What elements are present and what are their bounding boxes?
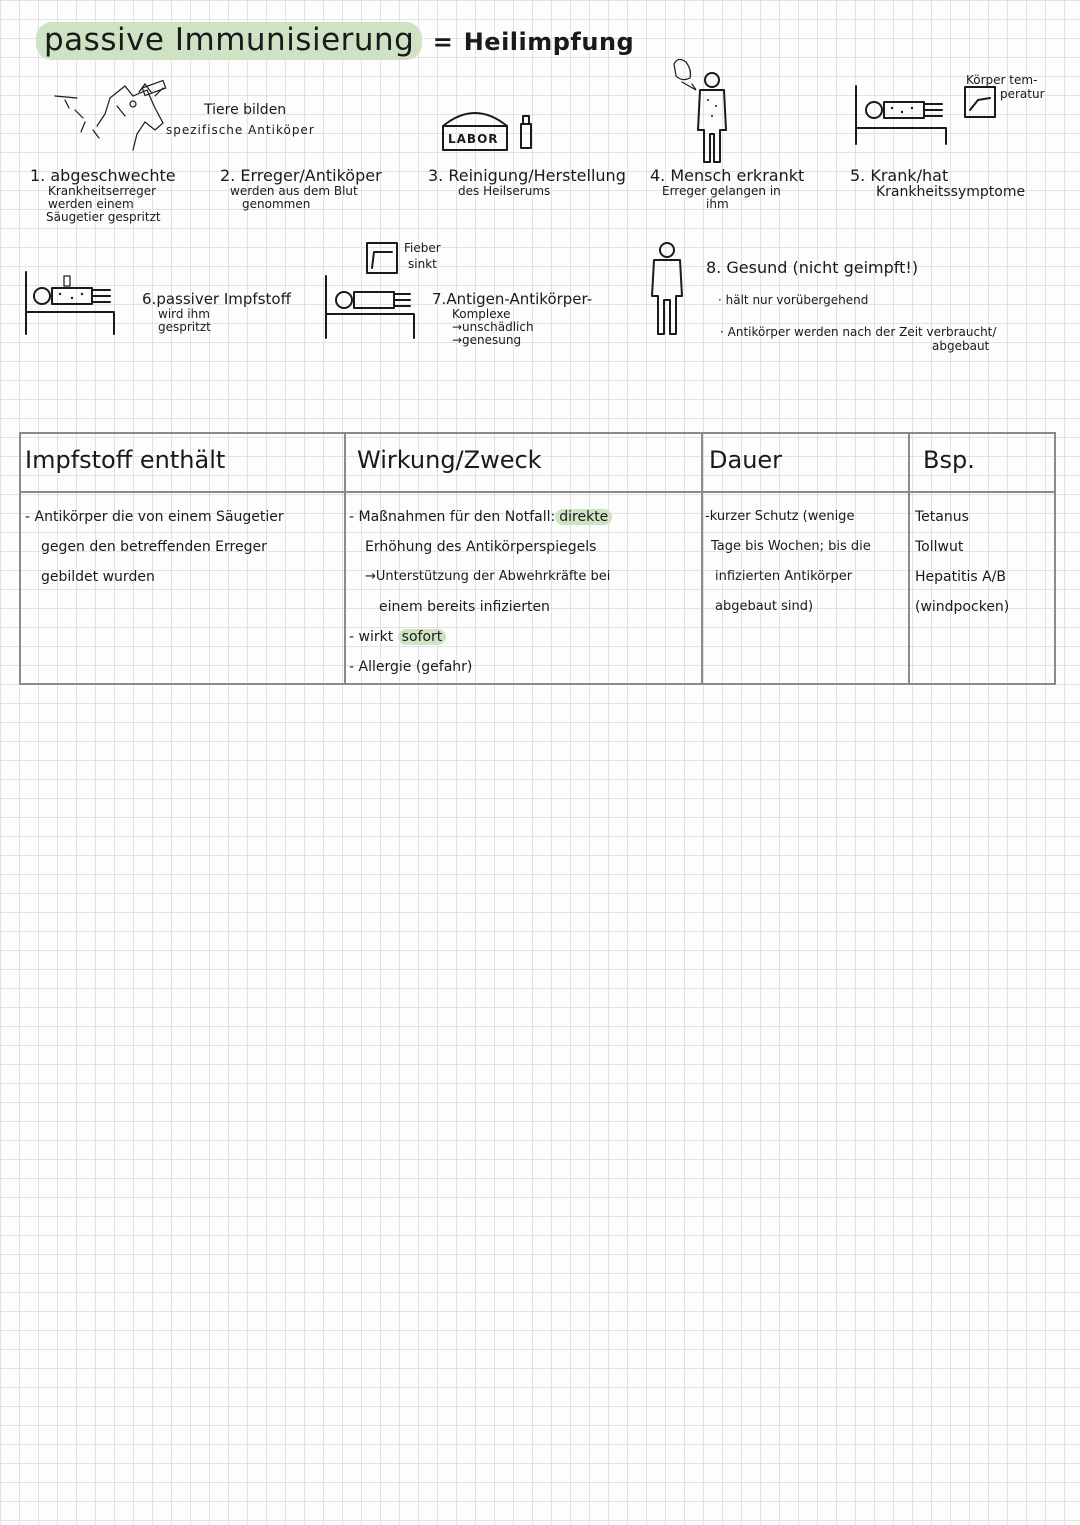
effect-line1-highlight: direkte [555, 509, 612, 525]
step-2-line1: werden aus dem Blut [230, 184, 358, 198]
bed-injection-icon [24, 272, 124, 338]
example-line1: Tetanus [915, 509, 969, 525]
step-2-line2: genommen [242, 197, 311, 211]
duration-line1: -kurzer Schutz (wenige [705, 509, 855, 524]
fever-chart-icon [366, 242, 400, 276]
step-6-line2: gespritzt [158, 320, 211, 334]
horse-icon [55, 78, 175, 158]
step-7 [432, 290, 592, 347]
step-6-line1: wird ihm [158, 307, 210, 321]
step-3-line1: des Heilserums [458, 184, 551, 198]
step-7-head: Antigen-Antikörper- [446, 290, 593, 308]
step-7-line2: →unschädlich [452, 320, 534, 334]
effect-line3: →Unterstützung der Abwehrkräfte bei [365, 569, 611, 584]
duration-line2: Tage bis Wochen; bis die [711, 539, 871, 554]
table-cell-effect [349, 502, 612, 682]
step-2-num: 2. [220, 166, 236, 185]
step-3-head: Reinigung/Herstellung [448, 166, 626, 185]
step-1-line3: Säugetier gespritzt [46, 210, 161, 224]
contents-line1: - Antikörper die von einem Säugetier [25, 509, 284, 525]
step-8-line3: abgebaut [932, 339, 990, 353]
step-1-num: 1. [30, 166, 46, 185]
step-6 [142, 290, 291, 334]
table-cell-contents [25, 502, 284, 592]
example-line2: Tollwut [915, 539, 964, 555]
effect-line5-highlight: sofort [398, 629, 447, 645]
step-4-head: Mensch erkrankt [670, 166, 805, 185]
step-3-num: 3. [428, 166, 444, 185]
example-line3: Hepatitis A/B [915, 569, 1007, 585]
step-2 [220, 166, 382, 211]
table-header-divider [21, 491, 1054, 493]
effect-line1: - Maßnahmen für den Notfall: [349, 509, 556, 525]
step-8-num: 8. [706, 258, 722, 277]
table-col-divider-3 [908, 434, 910, 683]
table-cell-duration [705, 502, 871, 622]
animal-note-line1: Tiere bilden [204, 102, 287, 118]
title-main: passive Immunisierung [36, 22, 422, 60]
labor-building-icon [443, 104, 543, 154]
effect-line6: - Allergie (gefahr) [349, 659, 473, 675]
step-3 [428, 166, 626, 198]
contents-line2: gegen den betreffenden Erreger [41, 539, 267, 555]
labor-label: LABOR [448, 132, 499, 146]
fever-label-line2: sinkt [408, 257, 437, 271]
effect-line2: Erhöhung des Antikörperspiegels [365, 539, 597, 555]
title-sub: Heilimpfung [463, 28, 635, 56]
example-line4: (windpocken) [915, 599, 1010, 615]
title-equals: = [432, 28, 454, 56]
step-8-line1: · hält nur vorübergehend [718, 293, 869, 307]
step-4-line1: Erreger gelangen in [662, 184, 781, 198]
table-header-duration: Dauer [709, 446, 783, 474]
table-col-divider-1 [344, 434, 346, 683]
infected-person-icon [668, 56, 738, 166]
step-5-head: Krank/hat [870, 166, 949, 185]
step-1-head: abgeschwechte [50, 166, 176, 185]
step-5-num: 5. [850, 166, 866, 185]
step-4-num: 4. [650, 166, 666, 185]
page-title [36, 22, 634, 58]
step-6-head: passiver Impfstoff [156, 290, 291, 308]
table-header-effect: Wirkung/Zweck [357, 446, 542, 474]
body-temp-label-line2: peratur [1000, 87, 1045, 101]
table-col-divider-2 [701, 434, 703, 683]
table-cell-example [915, 502, 1009, 622]
step-6-num: 6. [142, 290, 157, 308]
step-8-head: Gesund (nicht geimpft!) [726, 258, 919, 277]
duration-line3: infizierten Antikörper [715, 569, 853, 584]
step-4 [650, 166, 804, 211]
step-1-line1: Krankheitserreger [48, 184, 157, 198]
duration-line4: abgebaut sind) [715, 599, 814, 614]
effect-line5: - wirkt [349, 629, 394, 645]
step-2-head: Erreger/Antiköper [240, 166, 382, 185]
step-7-line3: →genesung [452, 333, 522, 347]
healthy-person-icon [646, 240, 690, 340]
step-5-line1: Krankheitssymptome [876, 184, 1026, 200]
animal-note-line2: spezifische Antiköper [166, 123, 315, 137]
step-5 [850, 166, 1025, 200]
step-4-line2: ihm [706, 197, 729, 211]
table-header-example: Bsp. [923, 446, 975, 474]
step-7-line1: Komplexe [452, 307, 511, 321]
step-8-line2: · Antikörper werden nach der Zeit verbraucht/ [720, 325, 997, 339]
bed-recovery-icon [324, 276, 420, 340]
contents-line3: gebildet wurden [41, 569, 155, 585]
step-8 [706, 258, 918, 277]
sick-bed-icon [854, 86, 954, 148]
fever-label-line1: Fieber [404, 241, 441, 255]
summary-table [19, 432, 1056, 685]
effect-line4: einem bereits infizierten [379, 599, 550, 615]
table-header-contents: Impfstoff enthält [25, 446, 226, 474]
step-1-line2: werden einem [48, 197, 134, 211]
step-7-num: 7. [432, 290, 447, 308]
body-temp-label-line1: Körper tem- [966, 73, 1038, 87]
step-1 [30, 166, 176, 224]
temperature-chart-icon [964, 86, 998, 120]
